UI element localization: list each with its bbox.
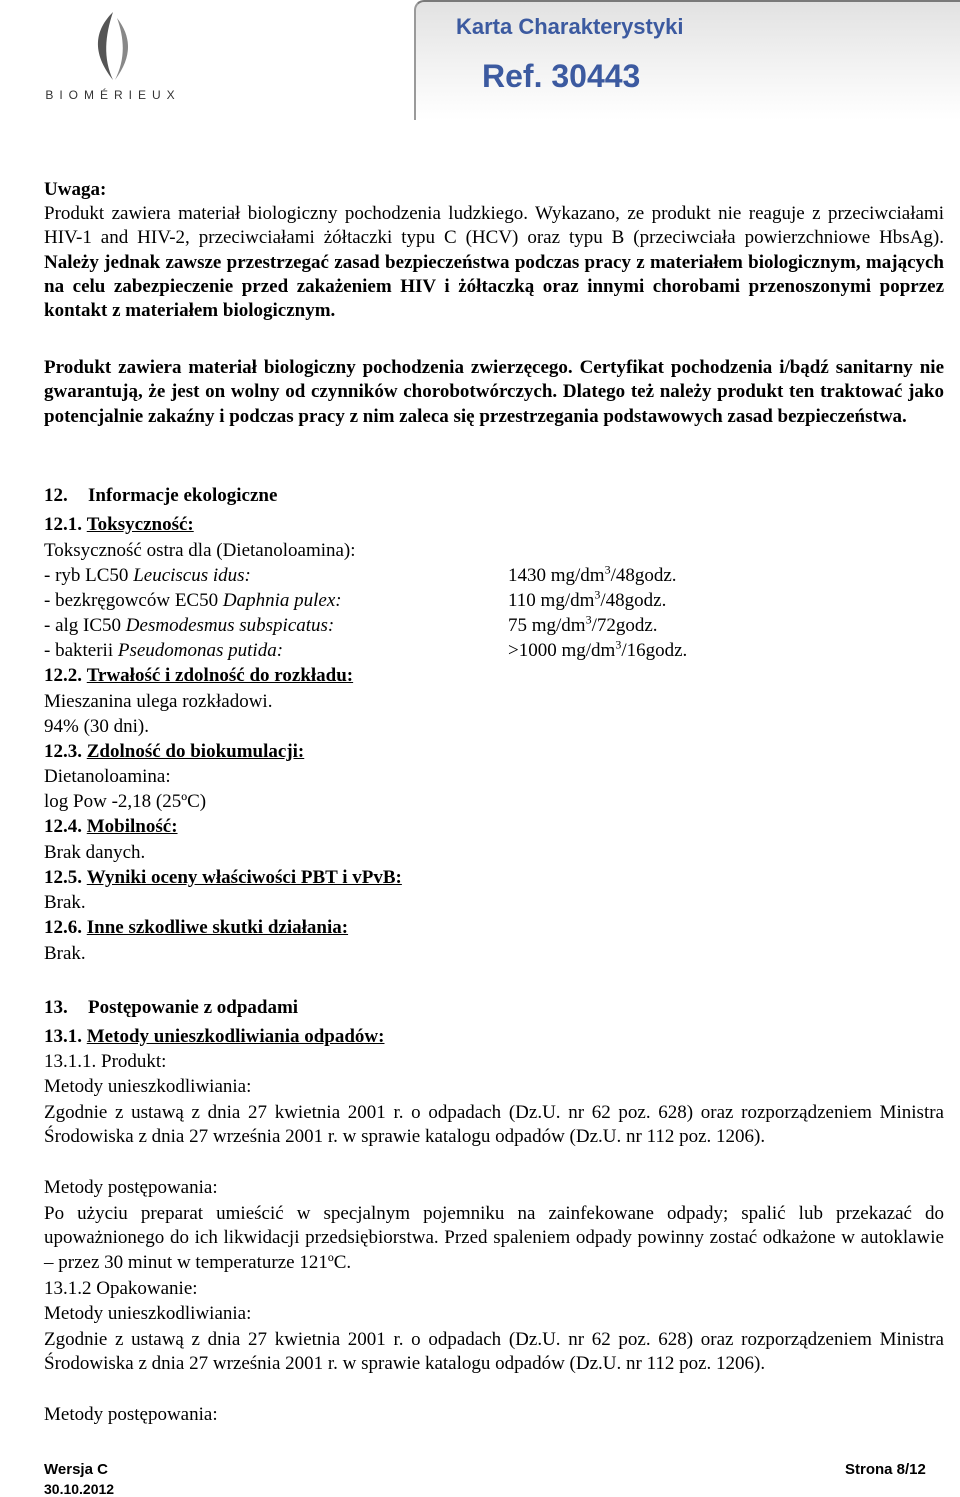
subsection-title: Wyniki oceny właściwości PBT i vPvB: xyxy=(86,867,402,888)
pbt-text: Brak. xyxy=(44,892,86,913)
subsection-title: Trwałość i zdolność do rozkładu: xyxy=(86,665,354,686)
document-reference: Ref. 30443 xyxy=(482,58,641,94)
degradation-value: 94% (30 dni). xyxy=(44,716,150,737)
section-number: 12. xyxy=(44,485,68,506)
biomerieux-logo xyxy=(28,8,198,108)
subsection-13-1-heading: 13.1. Metody unieszkodliwiania odpadów: xyxy=(44,1026,385,1047)
document-title: Karta Charakterystyki xyxy=(456,14,684,39)
packaging-label: 13.1.2 Opakowanie: xyxy=(44,1278,198,1299)
toxicity-row: - alg IC50 Desmodesmus subspicatus: 75 $mg/dm^3/72godz$. xyxy=(44,612,658,636)
subsection-title: Toksyczność: xyxy=(86,514,194,535)
subsection-12-3-heading: 12.3. Zdolność do biokumulacji: xyxy=(44,741,305,762)
procedure-label: Metody postępowania: xyxy=(44,1404,218,1425)
toxicity-row: - bakterii Pseudomonas putida: >1000 $mg/dm^3/16godz$. xyxy=(44,637,688,661)
other-effects-text: Brak. xyxy=(44,943,86,964)
procedure-label: Metody postępowania: xyxy=(44,1177,218,1198)
disposal-law-text: Zgodnie z ustawą z dnia 27 kwietnia 2001 r. o odpadach (Dz.U. nr 62 poz. 628) oraz rozporządzeniem Ministra Środowiska z dnia 27 września 2001 r. w sprawie katalogu odpadów (Dz.U. nr 112 poz. 1206). xyxy=(44,1102,944,1148)
subsection-12-4-heading: 12.4. Mobilność: xyxy=(44,816,178,837)
warning-heading: Uwaga: xyxy=(44,179,107,200)
section-title: Postępowanie z odpadami xyxy=(88,997,299,1018)
page-number: Strona 8/12 xyxy=(845,1461,926,1478)
subsection-12-2-heading: 12.2. Trwałość i zdolność do rozkładu: xyxy=(44,665,354,686)
degradation-text: Mieszanina ulega rozkładowi. xyxy=(44,691,273,712)
section-number: 13. xyxy=(44,997,68,1018)
mobility-text: Brak danych. xyxy=(44,842,146,863)
subsection-title: Metody unieszkodliwiania odpadów: xyxy=(86,1026,385,1047)
document-version: Wersja C xyxy=(44,1461,108,1478)
warning-paragraph-1 xyxy=(44,202,944,323)
disposal-methods-label: Metody unieszkodliwiania: xyxy=(44,1303,252,1324)
page-header xyxy=(0,0,960,120)
logo-emblem-icon xyxy=(83,8,143,86)
subsection-title: Zdolność do biokumulacji: xyxy=(86,741,305,762)
section-title: Informacje ekologiczne xyxy=(88,485,278,506)
warning-paragraph-2: Produkt zawiera materiał biologiczny pochodzenia zwierzęcego. Certyfikat pochodzenia i/bądź sanitarny nie gwarantują, że jest on wolny od czynników chorobotwórczych. Dlatego też należy produkt ten traktować jako potencjalnie zakaźny i podczas pracy z nim zaleca się przestrzegania podstawowych zasad bezpieczeństwa. xyxy=(44,357,944,427)
bioaccumulation-substance: Dietanoloamina: xyxy=(44,766,171,787)
warning-text: Produkt zawiera materiał biologiczny pochodzenia ludzkiego. Wykazano, ze produkt nie reaguje z przeciwciałami HIV-1 and HIV-2, przeciwciałami żółtaczki typu C (HCV) oraz typu B (przeciwciała powierzchniowe HbsAg). xyxy=(44,203,944,249)
toxicity-row: - ryb LC50 Leuciscus idus: 1430 $mg/dm^3/48godz$. xyxy=(44,562,677,586)
toxicity-intro: Toksyczność ostra dla (Dietanoloamina): xyxy=(44,540,356,561)
warning-bold-text: Należy jednak zawsze przestrzegać zasad bezpieczeństwa podczas pracy z materiałem biologicznym, mających na celu zabezpieczenie przed zakażeniem HIV i żółtaczką oraz innymi chorobami przenoszonymi poprzez kontakt z materiałem biologicznym. xyxy=(44,251,944,322)
bioaccumulation-value: log Pow -2,18 (25ºC) xyxy=(44,791,207,812)
disposal-law-text: Zgodnie z ustawą z dnia 27 kwietnia 2001 r. o odpadach (Dz.U. nr 62 poz. 628) oraz rozporządzeniem Ministra Środowiska z dnia 27 września 2001 r. w sprawie katalogu odpadów (Dz.U. nr 112 poz. 1206). xyxy=(44,1329,944,1375)
product-label: 13.1.1. Produkt: xyxy=(44,1051,167,1072)
subsection-12-1-heading: 12.1. Toksyczność: xyxy=(44,514,194,535)
logo-wordmark: BIOMÉRIEUX xyxy=(45,88,181,102)
toxicity-row: - bezkręgowców EC50 Daphnia pulex: 110 $mg/dm^3/48godz$. xyxy=(44,587,667,611)
subsection-12-6-heading: 12.6. Inne szkodliwe skutki działania: xyxy=(44,917,349,938)
subsection-title: Mobilność: xyxy=(86,816,178,837)
document-date: 30.10.2012 xyxy=(44,1481,115,1497)
subsection-12-5-heading: 12.5. Wyniki oceny właściwości PBT i vPvB: xyxy=(44,867,402,888)
section-13-heading xyxy=(44,997,298,1019)
subsection-title: Inne szkodliwe skutki działania: xyxy=(86,917,349,938)
title-box xyxy=(414,0,960,120)
section-12-heading xyxy=(44,485,277,507)
page-footer xyxy=(0,1455,960,1497)
procedure-text: Po użyciu preparat umieścić w specjalnym pojemniku na zainfekowane odpady; spalić lub przekazać do upoważnionego do ich likwidacji przedsiębiorstwa. Przed spaleniem odpady powinny zostać odkażone w autoklawie – przez 30 minut w temperaturze 121ºC. xyxy=(44,1203,944,1273)
disposal-methods-label: Metody unieszkodliwiania: xyxy=(44,1076,252,1097)
